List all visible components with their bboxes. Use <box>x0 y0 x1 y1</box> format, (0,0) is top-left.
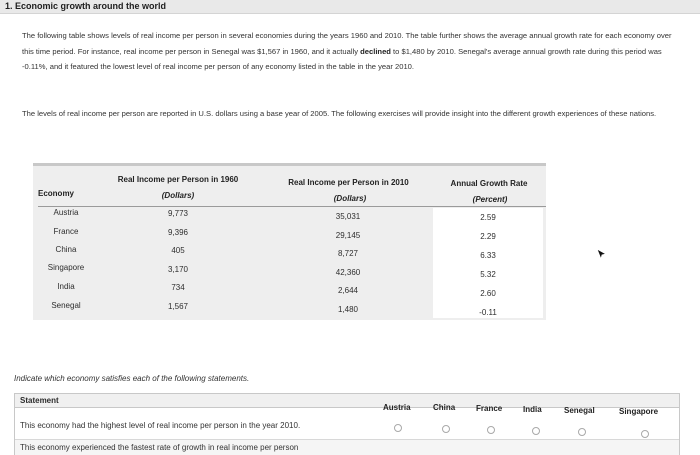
table-cell-economy: Singapore <box>47 263 85 272</box>
radio-singapore[interactable] <box>641 430 649 438</box>
table-cell-growth: 2.60 <box>480 289 496 298</box>
intro-text-b: to $1,480 by 2010. Senegal's average annual growth rate during this period was -0.11%, and it featured the lowest level of real income per person of any economy listed in the table in the year 2010. <box>22 46 662 71</box>
table-cell-1960: 9,396 <box>167 228 189 237</box>
intro-text-a: The following table shows levels of real income per person in several economies during the years 1960 and 2010. The table further shows the average annual growth rate for each economy over this time period. For instance, real income per person in Senegal was $1,567 in 1960, and it actually <box>22 31 672 56</box>
table-cell-economy: China <box>55 245 77 254</box>
statement-column-header: Statement <box>20 396 59 405</box>
growth-column-background <box>433 208 543 318</box>
table-cell-2010: 42,360 <box>335 268 361 277</box>
intro-paragraph-1 <box>22 28 682 75</box>
statement-text: This economy experienced the fastest rate of growth in real income per person <box>20 443 299 452</box>
radio-china[interactable] <box>442 425 450 433</box>
title-bar <box>0 0 700 14</box>
table-cell-growth: 2.59 <box>480 213 496 222</box>
table-cell-1960: 9,773 <box>167 209 189 218</box>
header-percent: (Percent) <box>472 195 508 204</box>
income-data-table <box>33 163 546 320</box>
table-cell-1960: 3,170 <box>167 265 189 274</box>
radio-france[interactable] <box>487 426 495 434</box>
table-cell-2010: 1,480 <box>337 305 359 314</box>
header-dollars-2010: (Dollars) <box>333 194 367 203</box>
table-cell-economy: France <box>53 227 79 236</box>
table-cell-economy: India <box>57 282 75 291</box>
option-header-france: France <box>476 404 503 413</box>
table-cell-growth: 2.29 <box>480 232 496 241</box>
option-header-senegal: Senegal <box>564 406 595 415</box>
table-cell-2010: 8,727 <box>337 249 359 258</box>
table-cell-growth: 5.32 <box>480 270 496 279</box>
header-income-1960: Real Income per Person in 1960 <box>117 175 239 184</box>
statement-row <box>15 416 679 440</box>
table-cell-growth: -0.11 <box>479 308 497 317</box>
header-growth-rate: Annual Growth Rate <box>450 179 528 188</box>
radio-senegal[interactable] <box>578 428 586 436</box>
header-economy: Economy <box>38 189 75 198</box>
table-cell-2010: 35,031 <box>335 212 361 221</box>
table-cell-economy: Senegal <box>51 301 81 310</box>
header-dollars-1960: (Dollars) <box>161 191 195 200</box>
table-cell-1960: 734 <box>171 283 185 292</box>
table-cell-1960: 1,567 <box>167 302 189 311</box>
page-title: 1. Economic growth around the world <box>5 1 167 11</box>
table-cell-growth: 6.33 <box>480 251 496 260</box>
header-income-2010: Real Income per Person in 2010 <box>288 178 409 187</box>
option-header-austria: Austria <box>383 403 411 412</box>
option-header-china: China <box>433 403 456 412</box>
statement-text: This economy had the highest level of real income per person in the year 2010. <box>20 421 301 430</box>
table-cell-2010: 29,145 <box>335 231 361 240</box>
table-cell-1960: 405 <box>171 246 185 255</box>
mouse-pointer-icon <box>596 248 608 262</box>
radio-austria[interactable] <box>394 424 402 432</box>
option-header-singapore: Singapore <box>619 407 659 416</box>
question-instruction: Indicate which economy satisfies each of the following statements. <box>14 374 250 383</box>
header-divider <box>38 206 546 207</box>
statement-table <box>14 393 680 455</box>
intro-paragraph-2: The levels of real income per person are reported in U.S. dollars using a base year of 2005. The following exercises will provide insight into the different growth experiences of these nations. <box>22 109 657 118</box>
table-cell-2010: 2,644 <box>337 286 359 295</box>
table-cell-economy: Austria <box>53 208 79 217</box>
statement-row <box>15 440 679 455</box>
option-header-india: India <box>523 405 542 414</box>
intro-bold-declined: declined <box>360 46 391 56</box>
radio-india[interactable] <box>532 427 540 435</box>
